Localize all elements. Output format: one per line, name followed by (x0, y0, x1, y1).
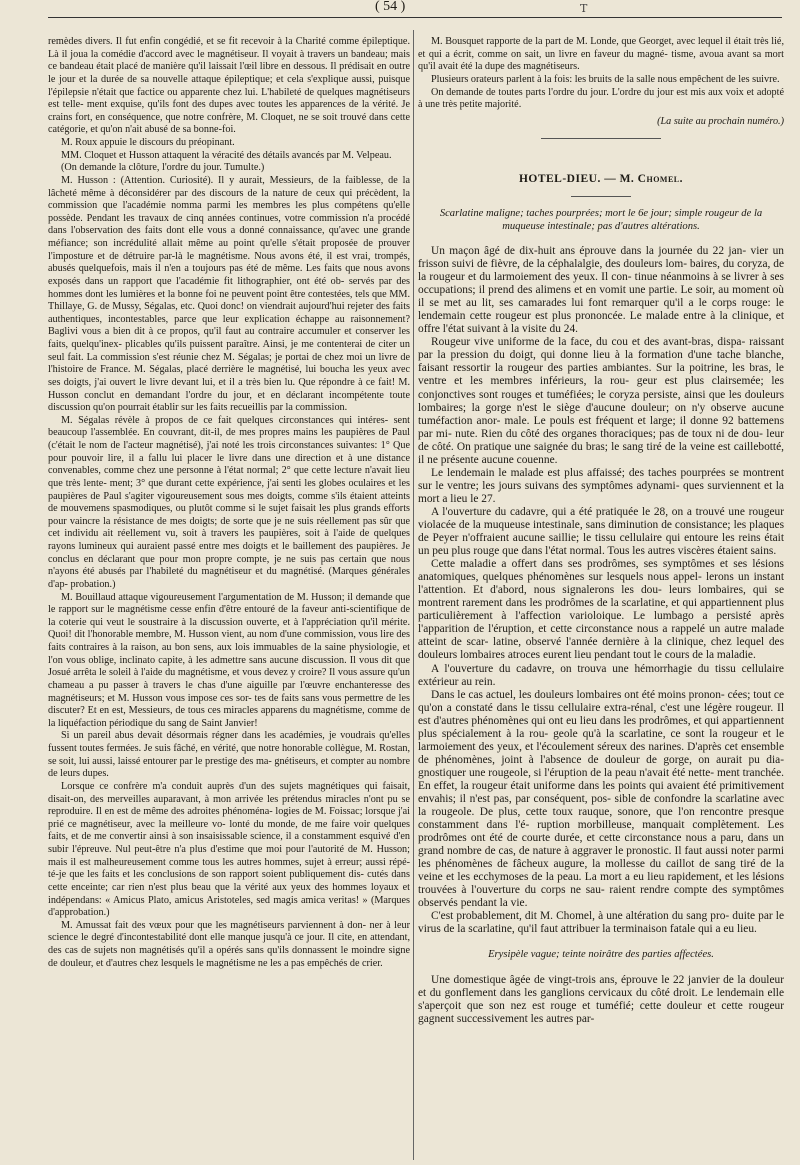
section-title-prefix: HOTEL-DIEU. — M. (518, 173, 638, 186)
paragraph: Une domestique âgée de vingt-trois ans, éprouve le 22 janvier de la douleur et du gonflement dans les ganglions cervicaux du côté droit. Le lendemain elle s'aperçoit que son nez est rouge et tuméfié; cette douleur et cette rougeur gagnent successivement les autres par- (418, 973, 784, 1025)
section-separator (541, 138, 661, 139)
paragraph: Rougeur vive uniforme de la face, du cou et des avant-bras, dispa- raissant par la pression du doigt, qui donne lieu à la formation d'une tache blanche, faisant ressortir la rougeur des parties ambiantes. Sur la poitrine, les bras, le ventre et les membres inférieurs, la rou- geur est plus clairsemée; les conjonctives sont rouges et tuméfiées; le coryza persiste, ainsi que les douleurs lombaires; la gorge n'est le siège d'aucune douleur; on n'y observe aucune tuméfaction anor- male. Le pouls est fréquent et large; il donne 92 battemens par mi- nute. Rien du côté des organes thoraciques; pas de toux ni de dou- leur de côté. On pratique une saignée du bras; le sang tiré de la veine est caillebotté, il ne présente aucune couenne. (418, 336, 784, 466)
paragraph: M. Ségalas révèle à propos de ce fait quelques circonstances qui intéres- sent beaucoup l'assemblée. En couvrant, dit-il, de mes propres mains les paupières de Paul (c'était le nom de l'acteur magnétisé), j'ai noté les trois circonstances suivantes: 1° Que pour pouvoir lire, il a fallu lui placer le livre dans une direction et à une distance convenables, comme chez une personne à l'état normal; 2° que cette lecture n'avait lieu que très lente- ment; 3° que durant cette expérience, j'ai senti les globes oculaires et les paupières de Paul s'agiter vigoureusement sous mes doigts, comme s'ils étaient atteints de mouvemens spasmodiques, ou plutôt comme si le sujet faisait les plus grands efforts pour vaincre la résistance de mes doigts; de sorte que je ne suis réellement pas sûr que cet individu ait réellement vu, soit à travers les paupières, soit à l'aide de quelques rayons lumineux qui auraient passé entre mes doigts et le baillement des paupières. Je conclus en déclarant que pour mon propre compte, je ne suis pas certain que nous n'ayons été abusés par l'habileté du magnétiseur et du magnétisé. (Marques générales d'ap- probation.) (48, 414, 410, 590)
page-header (0, 0, 800, 22)
paragraph: (On demande la clôture, l'ordre du jour. Tumulte.) (61, 162, 265, 174)
paragraph: M. Amussat fait des vœux pour que les magnétiseurs parviennent à don- ner à leur science le degré d'incontestabilité dont elle manque jusqu'à ce jour. Il cite, en attendant, des cas de sujets non magnétisés qu'il a opérés sans qu'ils donnassent le moindre signe de douleur, et d'autres chez lesquels le magnétisme ne les a pas empêchés de crier. (48, 919, 410, 969)
paragraph: A l'ouverture du cadavre, qui a été pratiquée le 28, on a trouvé une rougeur violacée de la muqueuse intestinale, sans diminution de consistance; les plaques de Peyer n'offraient aucune saillie; le tissu cellulaire qui entoure les reins était un peu plus rouge que dans l'état normal. Tous les autres viscères étaient sains. (418, 505, 784, 558)
paragraph: Si un pareil abus devait désormais régner dans les académies, je voudrais qu'elles fussent toutes fermées. Je suis fâché, en vérité, que notre honorable collègue, M. Rostan, se soit, lui aussi, laissé entourer par le prestige des ma- gnétiseurs, et compter au nombre de leurs dupes. (48, 730, 410, 780)
paragraph: remèdes divers. Il fut enfin congédié, et se fit recevoir à la Charité comme épileptique. Là il joua la comédie d'accord avec le magnétiseur. Il voyait à travers un bandeau; mais ce bandeau était placé de manière qu'il laissait l'œil libre en dessous. Il prédisait en outre le jour et la durée de sa nouvelle attaque épileptique; et cela s'explique aussi, puisque l'épilepsie n'était que factice ou apparente chez lui. L'habileté de quelques magnétiseurs est telle- ment exquise, qu'ils font des dupes avec toutes les apparences de la vérité. Je crains fort, en conséquence, que notre confrère, M. Cloquet, ne se soit trouvé dans cette catégorie, et qu'on n'ait abusé de sa bonne-foi. (48, 36, 410, 136)
paragraph: M. Bouillaud attaque vigoureusement l'argumentation de M. Husson; il demande que le rapport sur le magnétisme cesse enfin d'être entouré de la faveur anti-scientifique de la coterie qui veut le soustraire à la discussion ouverte, et à l'appréciation qu'il mérite. Quoi! dit l'honorable membre, M. Husson vient, au nom d'une commission, vous lire des faits contraires à la raison, au bon sens, aux lois immuables de la saine physiologie, et l'on vous oblige, inclinato capite, à les admettre sans aucune discussion. Il vous dit que Josué arrêta le soleil à l'aide du magnétisme, et vous devez y croire? Il vous assure qu'un chameau a pu passer à travers le chas d'une aiguille par l'œuvre enchanteresse des magnétiseurs; et M. Husson vous impose ces sor- tes de faits sans vous permettre de les discuter? Et en est, Messieurs, de tous ces miracles apparens du magnétisme, comme de la liquéfaction périodique du sang de Saint Janvier! (48, 591, 410, 729)
paragraph: A l'ouverture du cadavre, on trouva une hémorrhagie du tissu cellulaire extérieur au rein. (418, 662, 784, 688)
column-divider (413, 30, 414, 1160)
section-title-name: Chomel. (637, 173, 684, 186)
section-title (418, 173, 784, 186)
paragraph: Un maçon âgé de dix-huit ans éprouve dans la journée du 22 jan- vier un frisson suivi de fièvre, de la céphalalgie, des douleurs lom- baires, du coryza, de la rougeur et du larmoiement des yeux. Il con- tinue néanmoins à se livrer à ses occupations; il prend des alimens et en vomit une partie. Le soir, au moment où il se met au lit, ses camarades lui font remarquer qu'il a le corps rouge: le lendemain cette rougeur est plus prononcée. Le malade entre à la clinique, et offre l'état suivant à la visite du 24. (418, 245, 784, 336)
paragraph: Plusieurs orateurs parlent à la fois: les bruits de la salle nous empêchent de les suivre. (431, 73, 780, 85)
title-rule (571, 196, 631, 197)
right-column (418, 36, 784, 1026)
case-report (418, 245, 784, 1026)
paragraph: M. Bousquet rapporte de la part de M. Londe, que Georget, avec lequel il était très lié, et qui a écrit, comme on sait, un livre en faveur du magné- tisme, avoua avant sa mort qu'il avait été la dupe des magnétiseurs. (418, 36, 784, 73)
continuation-note: (La suite au prochain numéro.) (657, 115, 784, 127)
section-subtitle: Scarlatine maligne; taches pourprées; mort le 6e jour; simple rougeur de la muqueuse intestinale; pas d'autres altérations. (439, 208, 763, 232)
paragraph: Dans le cas actuel, les douleurs lombaires ont été moins pronon- cées; tout ce qu'on a constaté dans le tissu cellulaire extra-rénal, c'est une légère rougeur. Il est d'autres phénomènes qui ont eu lieu dans les prodrômes, et qui appartiennent plus spécialement à la rou- geole qu'à la scarlatine, ce sont la rougeur et le larmoiement des yeux, et l'écoulement séreux des narines. D'après cet ensemble de phénomènes, joint à l'absence de douleur de gorge, on aurait pu dia- gnostiquer une rougeole, si l'éruption de la peau n'avait été nette- ment tranchée. En effet, la rougeur était uniforme dans les points qui avaient été primitivement envahis; il n'est pas, par conséquent, pos- sible de confondre la scarlatine avec la rougeole. De plus, cette toux rauque, sonore, que l'on rencontre presque constamment dans l'é- ruption morbilleuse, manquait complètement. Les prodrômes ont été de courte durée, et cette circonstance nous a paru, dans un grand nombre de cas, de nature à aggraver le pronostic. Il faut aussi noter parmi les phénomènes de fâcheux augure, la mollesse du caillot de sang tiré de la veine et les ecchymoses de la peau. La mort a eu lieu rapidement, et les lésions trouvées à l'ouverture du corps ne sau- raient rendre compte des symptômes observés pendant la vie. (418, 688, 784, 910)
subsection-title: Erysipèle vague; teinte noirâtre des parties affectées. (488, 949, 714, 961)
paragraph: Lorsque ce confrère m'a conduit auprès d'un des sujets magnétiques qui faisait, disait-on, des merveilles auparavant, à mon arrivée les prétendus miracles n'ont pu se reproduire. Il en est de même des adroites phénoména- logies de M. Foissac; lorsque j'ai prié ce magnétiseur, avec la meilleure vo- lonté du monde, de me faire voir quelques faits, et de me convertir ainsi à son insaisissable science, il a constamment esquivé d'en subir l'épreuve. Nul peut-être n'a plus d'estime que moi pour l'autorité de M. Husson; mais il est malheureusement comme tous les autres hommes, sujet à erreur; aussi répé- té-je que les faits et les conclusions de son rapport soient publiquement dis- cutés dans cette enceinte; car rien n'est plus beau que la vérité aux yeux des hommes loyaux et indépendans: « Amicus Plato, amicus Aristoteles, sed magis amica veritas! » (Marques d'approbation.) (48, 780, 410, 919)
paragraph: C'est probablement, dit M. Chomel, à une altération du sang pro- duite par le virus de la scarlatine, qu'il faut attribuer la terminaison fatale qui a eu lieu. (418, 910, 784, 936)
paragraph: On demande de toutes parts l'ordre du jour. L'ordre du jour est mis aux voix et adopté à une très petite majorité. (418, 86, 784, 111)
paragraph: Le lendemain le malade est plus affaissé; des taches pourprées se montrent sur le ventre; les jours suivans des symptômes adynami- ques surviennent et la mort a lieu le 27. (418, 466, 784, 505)
left-column (48, 36, 410, 970)
header-rule (48, 17, 782, 18)
paragraph: M. Husson : (Attention. Curiosité). Il y aurait, Messieurs, de la faiblesse, de la lâcheté même à déconsidérer par des discours de la nature de ceux qui précèdent, la commission que l'académie nomma parmi les membres les plus compétens qu'elle possède. Pendant les travaux de cinq années continues, votre commission n'a procédé dans l'observation des faits dont elle vous a donné connaissance, qu'avec une grande méfiance; son incrédulité allait même au point qu'elle s'était proposée de prouver l'imposture et de détruire par-là le magnétisme. Nous avons été, il est vrai, trompés, abusés quelquefois, mais il n'en a toujours pas été de même. Les faits que nous avons exposés dans un rapport que l'académie fit lithographier, ont été ob- servés par des hommes dont les lumières et la bonne foi ne peuvent point être contestées, tels que MM. Thillaye, G. de Mussy, Ségalas, etc. Quoi donc! on viendrait aujourd'hui rejeter des faits authentiques, incontestables, parce que leur explication échappe au raisonnement? Baglivi vous a bien dit à ce propos, qu'il faut au contraire accumuler et conserver les faits, quelqu'inex- plicables qu'ils puissent paraître. Ainsi, je me contenterai de citer un seul fait. La commission s'est réunie chez M. Ségalas; je portai de chez moi un livre de l'histoire de France. M. Ségalas, placé derrière le magnétisé, lui boucha les yeux avec ses doigts, j'ai ouvert le livre devant lui, et il a très bien lu. Que répondre à ce fait! M. Husson conclut en demandant l'ordre du jour, et en déclarant incompétente toute discussion qu'on pourrait établir sur les faits recueillis par la commission. (48, 174, 410, 414)
page-number: ( 54 ) (375, 0, 406, 14)
paragraph: MM. Cloquet et Husson attaquent la véracité des détails avancés par M. Velpeau. (61, 149, 392, 161)
paragraph: Cette maladie a offert dans ses prodrômes, ses symptômes et ses lésions anatomiques, quelques phénomènes sur lesquels nous appel- lerons un instant l'attention. Et d'abord, nous signalerons les dou- leurs lombaires, qui se montrent rarement dans les prodrômes de la scarlatine, et qui appartiennent plus particulièrement à l'affection varioloique. Le lumbago a persisté après l'apparition de l'éruption, et cette circonstance nous a rappelé un autre malade atteint de scar- latine, observé l'année dernière à la clinique, chez lequel des douleurs lombaires atroces eurent lieu pendant tout le cours de la maladie. (418, 558, 784, 662)
paragraph: M. Roux appuie le discours du préopinant. (61, 137, 235, 148)
corner-mark: T (580, 2, 588, 15)
